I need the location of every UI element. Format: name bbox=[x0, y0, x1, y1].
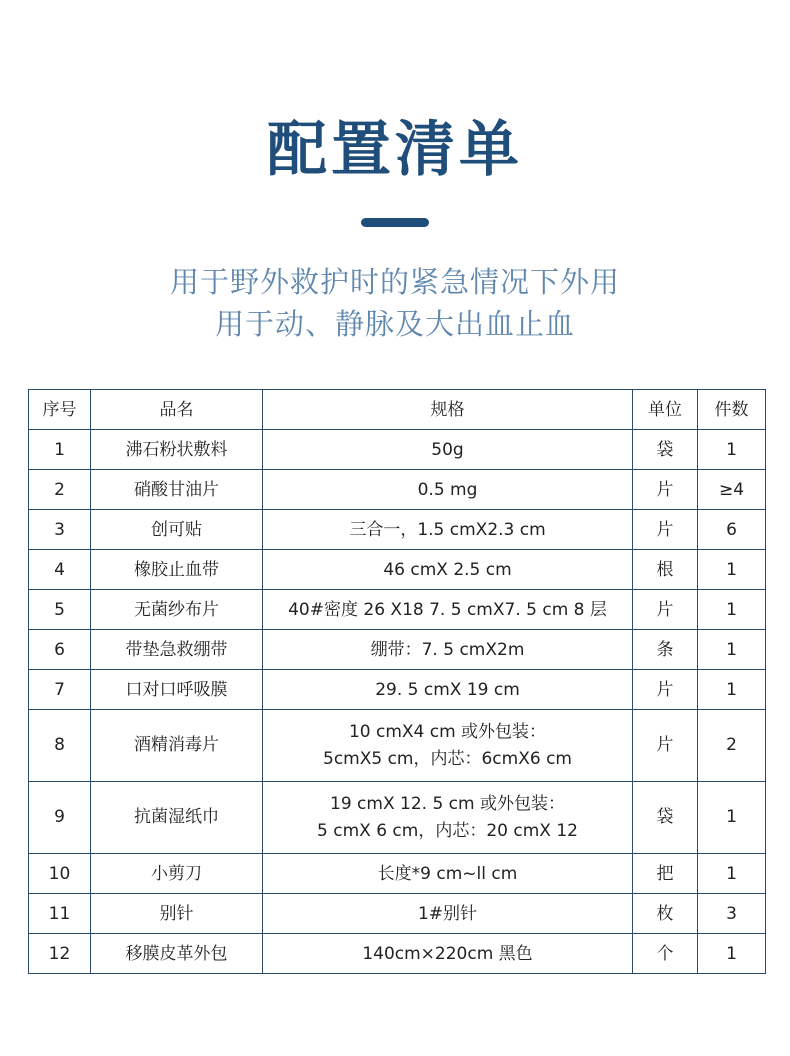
cell-quantity: 2 bbox=[698, 710, 766, 782]
table-row bbox=[29, 550, 766, 590]
table-row bbox=[29, 710, 766, 782]
cell-quantity: 1 bbox=[698, 590, 766, 630]
table-row bbox=[29, 430, 766, 470]
table-row bbox=[29, 934, 766, 974]
specification-line: 5cmX5 cm，内芯：6cmX6 cm bbox=[323, 748, 572, 769]
specification-line: 40#密度 26 X18 7. 5 cmX7. 5 cm 8 层 bbox=[288, 599, 607, 620]
cell-number: 6 bbox=[29, 630, 91, 670]
cell-quantity: 1 bbox=[698, 854, 766, 894]
header-unit: 单位 bbox=[633, 390, 698, 430]
specification-line: 19 cmX 12. 5 cm 或外包装： bbox=[330, 793, 565, 814]
cell-number: 1 bbox=[29, 430, 91, 470]
title-underline bbox=[361, 218, 429, 227]
cell-specification bbox=[263, 894, 633, 934]
cell-number: 3 bbox=[29, 510, 91, 550]
cell-quantity: 1 bbox=[698, 670, 766, 710]
header-item-name: 品名 bbox=[91, 390, 263, 430]
cell-unit: 袋 bbox=[633, 782, 698, 854]
table-body bbox=[29, 430, 766, 974]
cell-unit: 片 bbox=[633, 470, 698, 510]
cell-number: 11 bbox=[29, 894, 91, 934]
table-header-row bbox=[29, 390, 766, 430]
cell-number: 8 bbox=[29, 710, 91, 782]
cell-specification bbox=[263, 550, 633, 590]
table-row bbox=[29, 894, 766, 934]
specification-line: 46 cmX 2.5 cm bbox=[383, 559, 512, 580]
table-row bbox=[29, 590, 766, 630]
specification-line: 140cm×220cm 黑色 bbox=[362, 943, 533, 964]
cell-item-name: 无菌纱布片 bbox=[91, 590, 263, 630]
cell-unit: 袋 bbox=[633, 430, 698, 470]
subtitle-line-1: 用于野外救护时的紧急情况下外用 bbox=[169, 265, 620, 299]
specification-line: 绷带：7. 5 cmX2m bbox=[370, 639, 525, 660]
cell-number: 12 bbox=[29, 934, 91, 974]
specification-line: 三合一，1.5 cmX2.3 cm bbox=[349, 519, 546, 540]
specification-line: 长度*9 cm~ll cm bbox=[377, 863, 518, 884]
cell-item-name: 别针 bbox=[91, 894, 263, 934]
cell-number: 5 bbox=[29, 590, 91, 630]
specification-line: 5 cmX 6 cm，内芯：20 cmX 12 bbox=[317, 820, 578, 841]
cell-unit: 把 bbox=[633, 854, 698, 894]
table-row bbox=[29, 630, 766, 670]
cell-unit: 片 bbox=[633, 590, 698, 630]
cell-specification bbox=[263, 590, 633, 630]
cell-specification bbox=[263, 934, 633, 974]
cell-specification bbox=[263, 470, 633, 510]
subtitle-line-2: 用于动、静脉及大出血止血 bbox=[214, 307, 575, 341]
cell-number: 2 bbox=[29, 470, 91, 510]
cell-item-name: 沸石粉状敷料 bbox=[91, 430, 263, 470]
cell-unit: 片 bbox=[633, 670, 698, 710]
cell-specification bbox=[263, 782, 633, 854]
cell-item-name: 抗菌湿纸巾 bbox=[91, 782, 263, 854]
cell-number: 4 bbox=[29, 550, 91, 590]
cell-specification bbox=[263, 670, 633, 710]
specification-line: 0.5 mg bbox=[417, 479, 478, 500]
cell-specification bbox=[263, 630, 633, 670]
cell-item-name: 硝酸甘油片 bbox=[91, 470, 263, 510]
cell-item-name: 移膜皮革外包 bbox=[91, 934, 263, 974]
cell-quantity: 1 bbox=[698, 430, 766, 470]
cell-unit: 片 bbox=[633, 710, 698, 782]
cell-unit: 个 bbox=[633, 934, 698, 974]
table-row bbox=[29, 510, 766, 550]
specification-line: 1#别针 bbox=[417, 903, 478, 924]
cell-unit: 根 bbox=[633, 550, 698, 590]
cell-quantity: 3 bbox=[698, 894, 766, 934]
cell-specification bbox=[263, 510, 633, 550]
cell-quantity: 6 bbox=[698, 510, 766, 550]
specification-line: 29. 5 cmX 19 cm bbox=[375, 679, 520, 700]
table-row bbox=[29, 470, 766, 510]
cell-item-name: 口对口呼吸膜 bbox=[91, 670, 263, 710]
header-specification: 规格 bbox=[263, 390, 633, 430]
cell-quantity: ≥4 bbox=[698, 470, 766, 510]
cell-unit: 条 bbox=[633, 630, 698, 670]
cell-unit: 枚 bbox=[633, 894, 698, 934]
cell-quantity: 1 bbox=[698, 782, 766, 854]
cell-unit: 片 bbox=[633, 510, 698, 550]
cell-quantity: 1 bbox=[698, 550, 766, 590]
cell-quantity: 1 bbox=[698, 630, 766, 670]
cell-item-name: 创可贴 bbox=[91, 510, 263, 550]
cell-number: 7 bbox=[29, 670, 91, 710]
specification-line: 50g bbox=[431, 439, 464, 460]
table-row bbox=[29, 670, 766, 710]
cell-number: 9 bbox=[29, 782, 91, 854]
specification-line: 10 cmX4 cm 或外包装： bbox=[348, 721, 547, 742]
table-row bbox=[29, 854, 766, 894]
configuration-table bbox=[28, 389, 766, 974]
cell-quantity: 1 bbox=[698, 934, 766, 974]
cell-specification bbox=[263, 710, 633, 782]
cell-item-name: 带垫急救绷带 bbox=[91, 630, 263, 670]
header-number: 序号 bbox=[29, 390, 91, 430]
table-row bbox=[29, 782, 766, 854]
cell-item-name: 小剪刀 bbox=[91, 854, 263, 894]
cell-specification bbox=[263, 854, 633, 894]
header-quantity: 件数 bbox=[698, 390, 766, 430]
cell-item-name: 橡胶止血带 bbox=[91, 550, 263, 590]
cell-number: 10 bbox=[29, 854, 91, 894]
cell-specification bbox=[263, 430, 633, 470]
page-title: 配置清单 bbox=[267, 115, 523, 185]
cell-item-name: 酒精消毒片 bbox=[91, 710, 263, 782]
